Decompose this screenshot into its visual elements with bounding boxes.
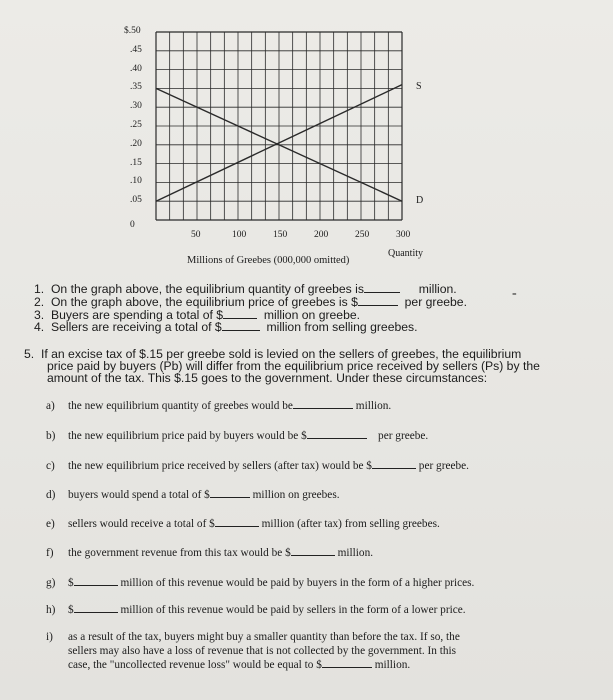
question-4: 4. Sellers are receiving a total of $ million from selling greebes. [34, 320, 418, 334]
y-tick-label: .05 [130, 195, 142, 206]
subquestion-i-line-2: sellers may also have a loss of revenue that is not collected by the government. In this [68, 645, 457, 657]
answer-blank[interactable] [291, 554, 335, 556]
y-tick-label: .30 [130, 101, 142, 112]
y-tick-label: .35 [130, 82, 142, 93]
y-tick-label: .40 [130, 63, 142, 74]
answer-blank[interactable] [210, 496, 250, 498]
question-5-line-1: 5. If an excise tax of $.15 per greebe sold is levied on the sellers of greebes, the equilibrium [24, 347, 522, 361]
subquestion-a: a) the new equilibrium quantity of greebes would be million. [46, 400, 392, 412]
y-tick-label: .45 [130, 44, 142, 55]
y-tick-label: .10 [130, 176, 142, 187]
x-tick-label: 50 [191, 230, 201, 240]
subquestion-e: e) sellers would receive a total of $ million (after tax) from selling greebes. [46, 518, 440, 530]
x-tick-label: 100 [232, 230, 247, 240]
x-axis-word: Quantity [388, 248, 423, 259]
subquestion-d: d) buyers would spend a total of $ million on greebes. [46, 489, 340, 501]
answer-blank[interactable] [372, 467, 416, 469]
question-3: 3. Buyers are spending a total of $ million on greebe. [34, 308, 361, 322]
answer-blank[interactable] [322, 666, 372, 668]
question-1: 1. On the graph above, the equilibrium quantity of greebes is million. [34, 282, 457, 296]
subquestion-b: b) the new equilibrium price paid by buyers would be $ per greebe. [46, 430, 429, 442]
answer-blank[interactable] [215, 525, 259, 527]
y-tick-label: .25 [130, 120, 142, 130]
question-5-line-2: price paid by buyers (Pb) will differ from the equilibrium price received by sellers (Ps) by the [47, 359, 540, 373]
y-tick-label: $.50 [124, 26, 141, 36]
x-tick-label: 150 [273, 230, 288, 240]
subquestion-h: h) $ million of this revenue would be paid by sellers in the form of a lower price. [46, 604, 466, 616]
subquestion-c: c) the new equilibrium price received by sellers (after tax) would be $ per greebe. [46, 460, 469, 472]
stray-dash: - [512, 286, 517, 301]
question-5-line-3: amount of the tax. This $.15 goes to the government. Under these circumstances: [47, 371, 488, 385]
answer-blank[interactable] [364, 291, 400, 293]
x-tick-label: 200 [314, 230, 329, 240]
answer-blank[interactable] [223, 317, 257, 319]
answer-blank[interactable] [74, 584, 118, 586]
answer-blank[interactable] [358, 304, 398, 306]
y-tick-label: .20 [130, 138, 142, 149]
question-2: 2. On the graph above, the equilibrium price of greebes is $ per greebe. [34, 295, 467, 309]
y-tick-label: 0 [130, 220, 135, 230]
demand-curve-label: D [416, 195, 424, 207]
answer-blank[interactable] [222, 329, 260, 331]
x-tick-label: 250 [355, 230, 370, 240]
supply-curve-label: S [416, 80, 422, 92]
subquestion-g: g) $ million of this revenue would be paid by buyers in the form of a higher prices. [46, 577, 475, 589]
x-axis-label: Millions of Greebes (000,000 omitted) [187, 255, 350, 266]
x-tick-label: 300 [396, 230, 411, 240]
subquestion-f: f) the government revenue from this tax would be $ million. [46, 547, 374, 559]
subquestion-i-line-3: case, the "uncollected revenue loss" would be equal to $ million. [68, 659, 411, 671]
supply-demand-chart [0, 0, 613, 280]
y-tick-label: .15 [130, 157, 142, 168]
answer-blank[interactable] [293, 407, 353, 409]
answer-blank[interactable] [307, 437, 367, 439]
subquestion-i-line-1: i) as a result of the tax, buyers might buy a smaller quantity than before the tax. If so, the [46, 631, 460, 643]
answer-blank[interactable] [74, 611, 118, 613]
